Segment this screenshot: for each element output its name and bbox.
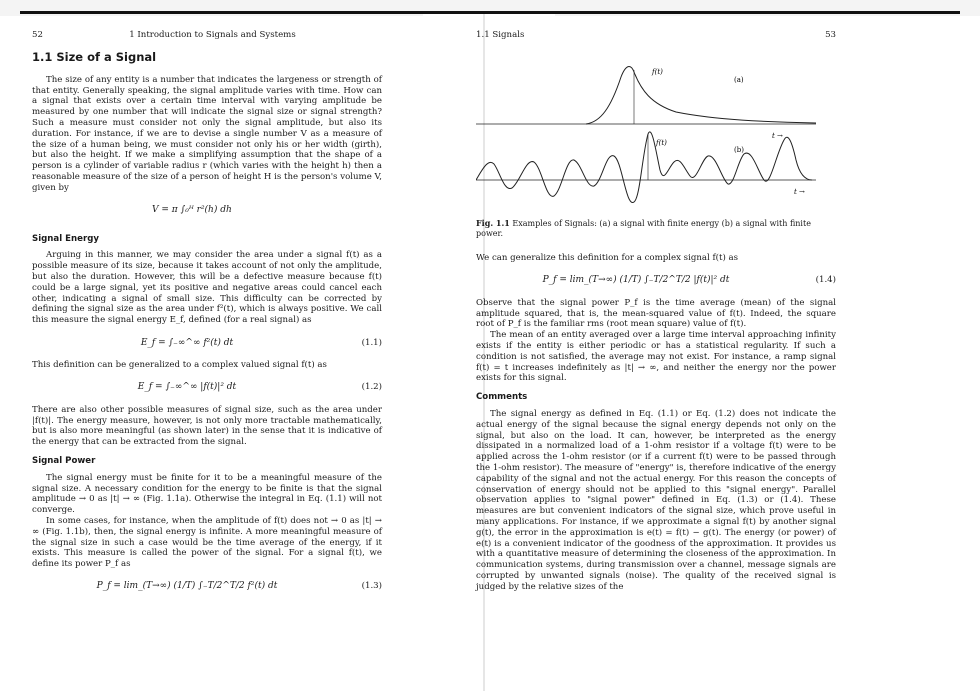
para-intro: The size of any entity is a number that indicates the largeness or strength of that entity. Generally speaking, the signal amplitude varies with time. How can a signal that exists over a certain time interval with varying amplitude be measured by one number that will indicate the signal size or signal strength? Such a measure must consider not only the signal amplitude, but also its duration. For instance, if we are to devise a single number V as a measure of the size of a human being, we must consider not only his or her width (girth), but also the height. If we make a simplifying assumption that the shape of a person is a cylinder of variable radius r (which varies with the height h) then a reasonable measure of the size of a person of height H is the person's volume V, given by [32, 74, 382, 193]
para-power-2: In some cases, for instance, when the amplitude of f(t) does not → 0 as |t| → ∞ (Fig. 1.1b), then, the signal energy is infinite. A more meaningful measure of the signal size in such a case would be the time average of the energy, if it exists. This measure is called the power of the signal. For a signal f(t), we define its power P_f as [32, 515, 382, 570]
equation-1-1-math: E_f = ∫₋∞^∞ f²(t) dt [140, 337, 234, 348]
left-page-number: 52 [32, 30, 43, 40]
label-a: (a) [734, 76, 744, 84]
equation-1-4-number: (1.4) [815, 275, 836, 286]
figure-1-1 [476, 52, 836, 212]
equation-volume [32, 196, 382, 226]
heading-signal-power: Signal Power [32, 455, 96, 466]
right-page-number: 53 [825, 30, 836, 40]
figure-caption [476, 218, 836, 239]
equation-1-2 [32, 373, 382, 403]
equation-1-1 [32, 328, 382, 358]
equation-1-4-math: P_f = lim_(T→∞) (1/T) ∫₋T/2^T/2 |f(t)|² dt [542, 275, 730, 286]
label-b: (b) [734, 146, 744, 154]
label-a-signal: f(t) [652, 68, 663, 76]
equation-1-3 [32, 572, 382, 602]
signal-b-curve [476, 132, 812, 203]
left-running-head [32, 30, 382, 48]
caption-text: Examples of Signals: (a) a signal with finite energy (b) a signal with finite power. [476, 219, 811, 238]
para-power-1: The signal energy must be finite for it to be a meaningful measure of the signal size. A necessary condition for the energy to be finite is that the signal amplitude → 0 as |t| → ∞ (Fig. 1.1a). Otherwise the integral in Eq. (1.1) will not converge. [32, 472, 382, 516]
equation-1-3-number: (1.3) [361, 581, 382, 592]
equation-1-2-math: E_f = ∫₋∞^∞ |f(t)|² dt [137, 382, 237, 393]
left-page [32, 30, 382, 604]
caption-label: Fig. 1.1 [476, 218, 510, 228]
para-mean: The mean of an entity averaged over a large time interval approaching infinity exists if the entity is either periodic or has a statistical regularity. If such a condition is not satisfied, the average may not exist. For instance, a ramp signal f(t) = t increases indefinitely as |t| → ∞, and neither the energy nor the power exists for this signal. [476, 330, 836, 384]
para-comments: The signal energy as defined in Eq. (1.1) or Eq. (1.2) does not indicate the actual energy of the signal because the signal energy depends not only on the signal, but also on the load. It can, however, be interpreted as the energy dissipated in a normalized load of a 1-ohm resistor if a voltage f(t) were to be applied across the 1-ohm resistor (or if a current f(t) were to be passed through the 1-ohm resistor). The measure of "energy" is, therefore indicative of the energy capability of the signal and not the actual energy. For this reason the concepts of conservation of energy should not be applied to this "signal energy". Parallel observation applies to "signal power" defined in Eq. (1.3) or (1.4). These measures are but convenient indicators of the signal size, which prove useful in many applications. For instance, if we approximate a signal f(t) by another signal g(t), the error in the approximation is e(t) = f(t) − g(t). The energy (or power) of e(t) is a convenient indicator of the goodness of the approximation. It provides us with a quantitative measure of determining the closeness of the approximation. In communication systems, during transmission over a channel, message signals are corrupted by unwanted signals (noise). The quality of the received signal is judged by the relative sizes of the [476, 408, 836, 592]
right-running-head [476, 30, 836, 48]
equation-1-4 [476, 266, 836, 296]
para-observe: Observe that the signal power P_f is the time average (mean) of the signal amplitude squared, that is, the mean-squared value of f(t). Indeed, the square root of P_f is the familiar rms (root mean square) value of f(t). [476, 297, 836, 330]
right-page [476, 30, 836, 593]
equation-1-2-number: (1.2) [361, 382, 382, 393]
para-energy: Arguing in this manner, we may consider the area under a signal f(t) as a possible measure of its size, because it takes account of not only the amplitude, but also the duration. However, this will be a defective measure because f(t) could be a large signal, yet its positive and negative areas could cancel each other, indicating a signal of small size. This difficulty can be corrected by defining the signal size as the area under f²(t), which is always positive. We call this measure the signal energy E_f, defined (for a real signal) as [32, 250, 382, 326]
heading-signal-energy: Signal Energy [32, 233, 99, 244]
heading-comments: Comments [476, 392, 528, 403]
para-complex: This definition can be generalized to a complex valued signal f(t) as [32, 359, 327, 370]
para-other-measures: There are also other possible measures of signal size, such as the area under |f(t)|. The energy measure, however, is not only more tractable mathematically, but is also more meaningful (as shown later) in the sense that it is indicative of the energy that can be extracted from the signal. [32, 404, 382, 448]
equation-1-3-math: P_f = lim_(T→∞) (1/T) ∫₋T/2^T/2 f²(t) dt [96, 581, 278, 592]
figure-1-1-svg [476, 52, 836, 212]
left-running-title: 1 Introduction to Signals and Systems [129, 30, 296, 40]
equation-1-1-number: (1.1) [361, 337, 382, 348]
axis-t-a: t → [772, 132, 783, 140]
section-title: 1.1 Size of a Signal [32, 50, 157, 64]
signal-a-curve [586, 67, 816, 124]
para-generalize: We can generalize this definition for a complex signal f(t) as [476, 253, 739, 263]
equation-volume-math: V = π ∫₀ᴴ r²(h) dh [152, 205, 232, 216]
right-running-title: 1.1 Signals [476, 30, 525, 40]
axis-t-b: t → [794, 188, 805, 196]
label-b-signal: f(t) [656, 139, 667, 147]
